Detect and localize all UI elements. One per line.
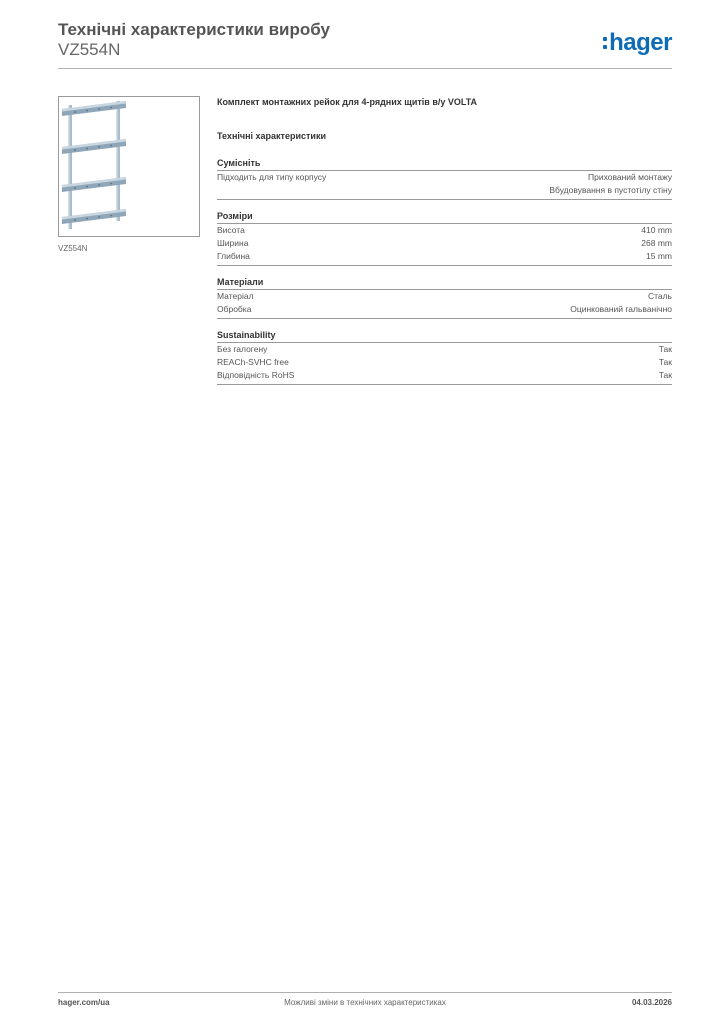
product-code: VZ554N xyxy=(58,40,121,59)
spec-value: Так xyxy=(658,370,672,380)
page-title: Технічні характеристики виробу xyxy=(58,20,330,39)
spec-value: Так xyxy=(658,357,672,367)
spec-value: Так xyxy=(658,344,672,354)
section-dimensions xyxy=(217,210,672,266)
spec-row xyxy=(217,290,672,303)
section-title: Сумісніть xyxy=(217,157,672,171)
spec-value: Сталь xyxy=(647,291,672,301)
footer-date: 04.03.2026 xyxy=(631,998,672,1007)
footer-website-link[interactable]: hager.com/ua xyxy=(58,998,110,1007)
spec-label: Без галогену xyxy=(217,344,268,354)
spec-label: Ширина xyxy=(217,238,249,248)
product-image-frame xyxy=(58,96,200,237)
spec-value: Оцинкований гальванічно xyxy=(570,304,672,314)
section-divider xyxy=(217,265,672,266)
section-divider xyxy=(217,318,672,319)
spec-row xyxy=(217,356,672,369)
section-divider xyxy=(217,384,672,385)
section-title: Sustainability xyxy=(217,329,672,343)
spec-label: REACh-SVHC free xyxy=(217,357,289,367)
spec-row xyxy=(217,237,672,250)
section-divider xyxy=(217,199,672,200)
spec-value: 410 mm xyxy=(641,225,672,235)
image-caption: VZ554N xyxy=(58,244,88,253)
spec-label: Відповідність RoHS xyxy=(217,370,295,380)
upright-left xyxy=(68,105,72,229)
page-header xyxy=(58,20,672,70)
product-description: Комплект монтажних рейок для 4-рядних щитів в/у VOLTA xyxy=(217,97,478,107)
product-image xyxy=(59,97,199,236)
upright-right xyxy=(116,101,120,221)
spec-row xyxy=(217,250,672,263)
spec-value: 268 mm xyxy=(641,238,672,248)
section-materials xyxy=(217,276,672,319)
footer-notice: Можливі зміни в технічних характеристиках xyxy=(284,998,446,1007)
spec-content xyxy=(217,96,672,395)
spec-value: Прихований монтажу Вбудовування в пустотілу стіну xyxy=(549,172,672,195)
spec-row xyxy=(217,303,672,316)
spec-label: Підходить для типу корпусу xyxy=(217,172,327,182)
spec-label: Обробка xyxy=(217,304,252,314)
logo-text: hager xyxy=(609,29,672,56)
spec-row xyxy=(217,224,672,237)
footer-divider xyxy=(58,992,672,993)
header-divider xyxy=(58,68,672,69)
section-title: Розміри xyxy=(217,210,672,224)
section-compatibility xyxy=(217,157,672,200)
spec-row xyxy=(217,171,672,197)
section-sustainability xyxy=(217,329,672,385)
spec-label: Висота xyxy=(217,225,245,235)
spec-label: Матеріал xyxy=(217,291,254,301)
logo-dots-icon xyxy=(603,35,607,51)
hager-logo xyxy=(603,30,672,56)
section-title: Матеріали xyxy=(217,276,672,290)
tech-heading: Технічні характеристики xyxy=(217,131,326,141)
page-footer xyxy=(58,998,672,1010)
spec-row xyxy=(217,369,672,382)
spec-value: 15 mm xyxy=(646,251,672,261)
spec-label: Глибина xyxy=(217,251,250,261)
spec-row xyxy=(217,343,672,356)
